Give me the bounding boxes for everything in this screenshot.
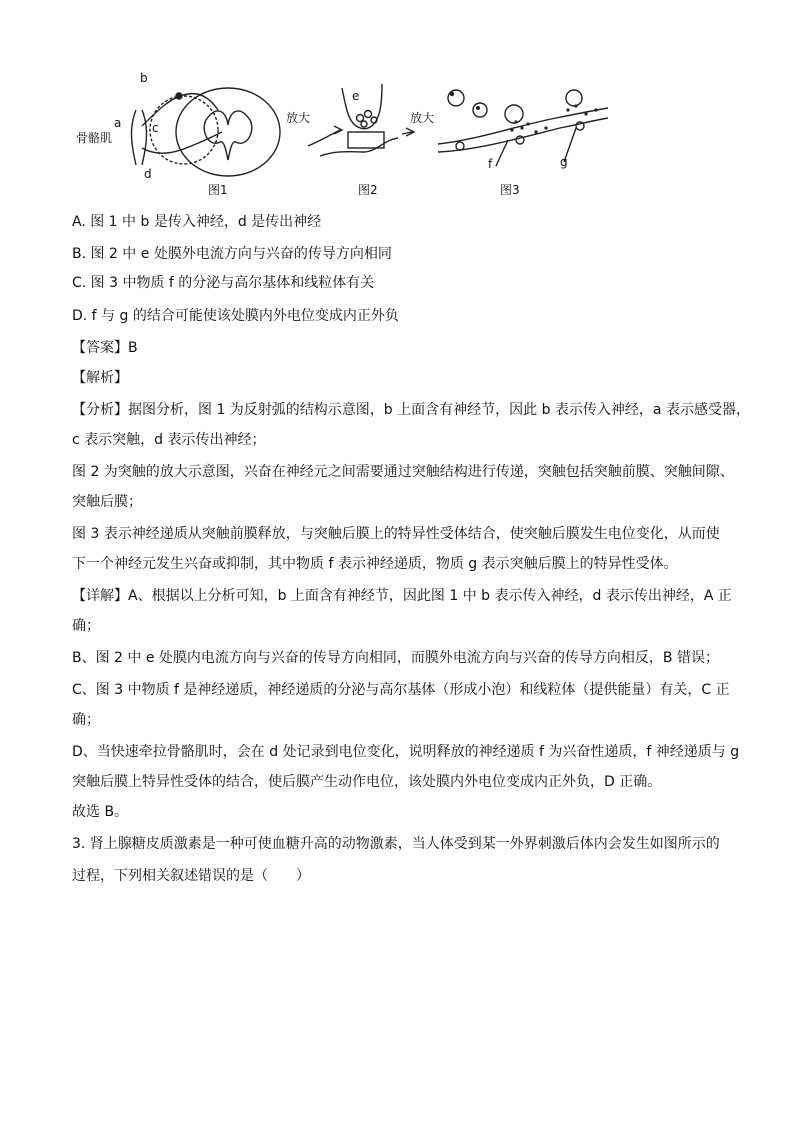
vesicle-2 <box>473 103 487 117</box>
receptor-2 <box>516 136 524 144</box>
label-e: e <box>352 89 360 103</box>
gray-matter <box>204 111 252 160</box>
spinal-cord-outline <box>176 88 280 176</box>
answer: 【答案】B <box>72 340 138 356</box>
label-zoom-1: 放大 <box>286 111 311 125</box>
analysis-line-10: C、图 3 中物质 f 是神经递质，神经递质的分泌与高尔基体（形成小泡）和线粒体（提供能量）有关，C 正 <box>72 682 730 698</box>
option-c: C. 图 3 中物质 f 的分泌与高尔基体和线粒体有关 <box>72 275 375 291</box>
analysis-heading: 【解析】 <box>72 370 128 386</box>
muscle-outline <box>132 110 137 165</box>
label-c: c <box>152 121 159 135</box>
option-a: A. 图 1 中 b 是传入神经，d 是传出神经 <box>72 214 322 230</box>
analysis-line-7: 【详解】A、根据以上分析可知，b 上面含有神经节，因此图 1 中 b 表示传入神经，d 表示传出神经，A 正 <box>72 588 732 604</box>
analysis-line-1: 【分析】据图分析，图 1 为反射弧的结构示意图，b 上面含有神经节，因此 b 表示传入神经，a 表示感受器， <box>72 402 750 418</box>
efferent-nerve-d <box>142 132 222 153</box>
label-d: d <box>144 167 152 181</box>
analysis-line-6: 下一个神经元发生兴奋或抑制，其中物质 f 表示神经递质，物质 g 表示突触后膜上的特异性受体。 <box>72 556 678 572</box>
option-b: B. 图 2 中 e 处膜外电流方向与兴奋的传导方向相同 <box>72 246 392 262</box>
label-zoom-2: 放大 <box>410 111 435 125</box>
caption-fig1: 图1 <box>208 183 228 197</box>
analysis-line-5: 图 3 表示神经递质从突触前膜释放，与突触后膜上的特异性受体结合，使突触后膜发生电位变化，从而使 <box>72 526 720 542</box>
label-f: f <box>488 157 493 171</box>
analysis-line-8: 确； <box>72 618 100 634</box>
receptor-1 <box>456 142 464 150</box>
analysis-line-9: B、图 2 中 e 处膜内电流方向与兴奋的传导方向相同，而膜外电流方向与兴奋的传导方向相反，B 错误； <box>72 650 719 666</box>
analysis-line-14: 故选 B。 <box>72 804 129 820</box>
analysis-line-2: c 表示突触，d 表示传出神经； <box>72 432 266 448</box>
reflex-arc-synapse-diagram <box>76 70 616 200</box>
question-3-line-1: 3. 肾上腺糖皮质激素是一种可使血糖升高的动物激素，当人体受到某一外界刺激后体内会发生如图所示的 <box>72 836 720 852</box>
arrow-line-1 <box>308 130 340 146</box>
caption-fig2: 图2 <box>358 183 378 197</box>
neural-diagram-figure <box>76 70 616 200</box>
caption-fig3: 图3 <box>500 183 520 197</box>
vesicle-3 <box>505 105 523 123</box>
vesicle-4 <box>566 90 582 106</box>
postsynaptic-membrane <box>348 132 384 148</box>
label-b: b <box>140 71 148 85</box>
label-a: a <box>114 116 122 130</box>
analysis-line-12: D、当快速牵拉骨骼肌时，会在 d 处记录到电位变化，说明释放的神经递质 f 为兴奋性递质，f 神经递质与 g <box>72 744 740 760</box>
analysis-line-13: 突触后膜上特异性受体的结合，使后膜产生动作电位，该处膜内外电位变成内正外负，D 正确。 <box>72 774 662 790</box>
label-g: g <box>560 155 568 169</box>
analysis-line-11: 确； <box>72 712 100 728</box>
option-d: D. f 与 g 的结合可能使该处膜内外电位变成内正外负 <box>72 308 399 324</box>
analysis-line-3: 图 2 为突触的放大示意图，兴奋在神经元之间需要通过突触结构进行传递，突触包括突触前膜、突触间隙、 <box>72 464 734 480</box>
question-3-line-2: 过程，下列相关叙述错误的是（ ） <box>72 868 310 884</box>
label-muscle: 骨骼肌 <box>76 131 113 145</box>
vesicle-1 <box>448 90 464 106</box>
analysis-line-4: 突触后膜； <box>72 494 142 510</box>
